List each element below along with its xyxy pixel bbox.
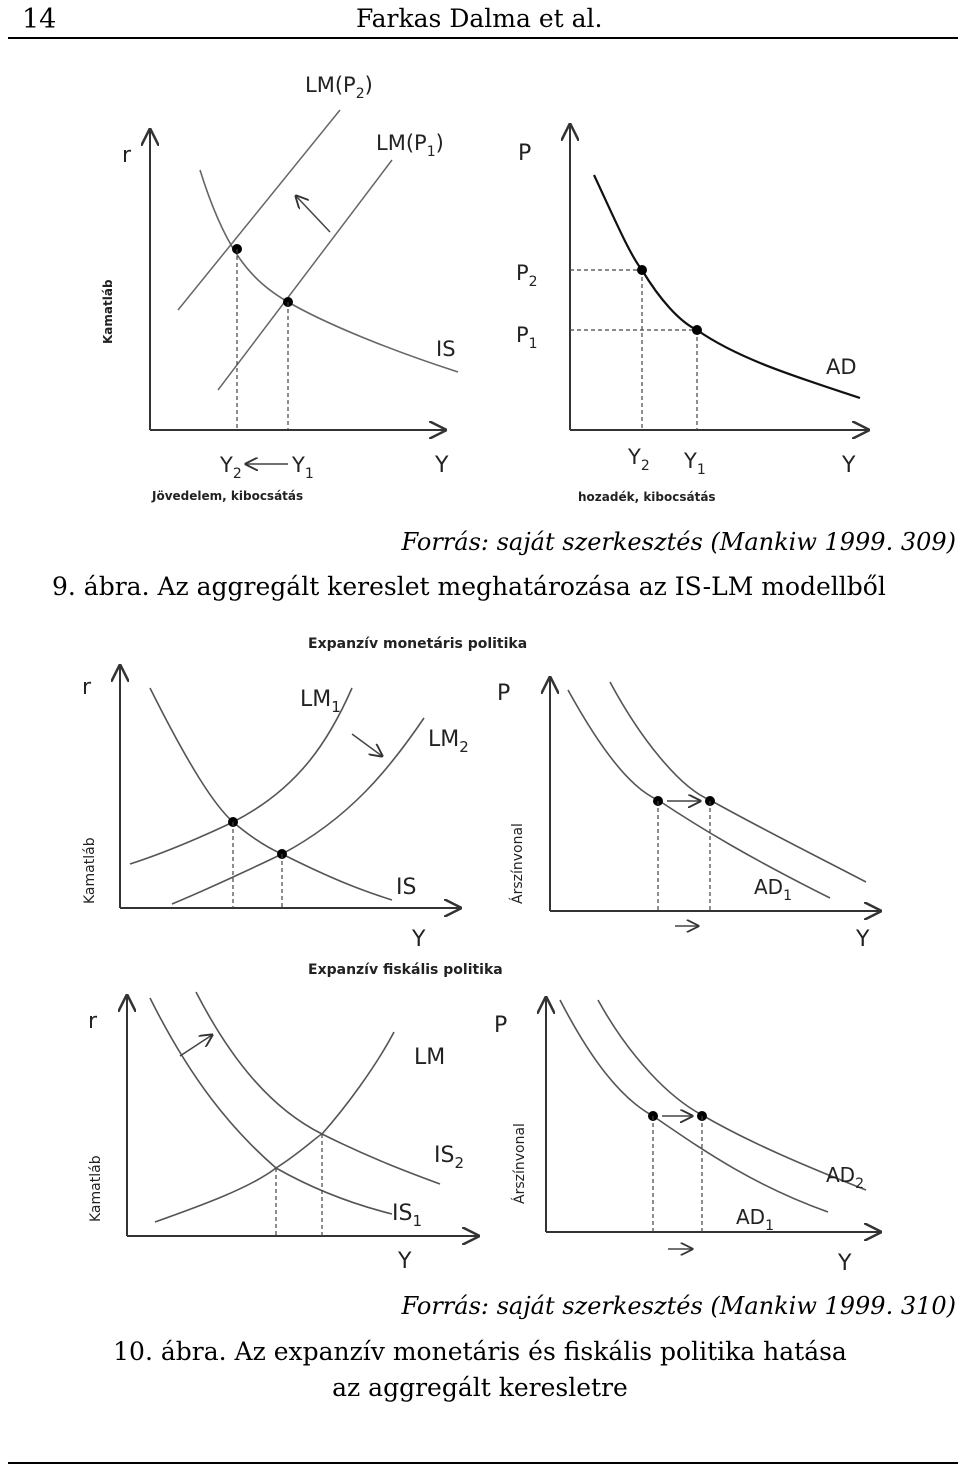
is2-curve	[196, 992, 440, 1184]
axis-y-label: Y	[842, 453, 856, 478]
is-label: IS	[436, 337, 456, 361]
ad1-label: $AD_1$	[736, 1205, 775, 1234]
p1-label: $P_1$	[516, 323, 538, 352]
footer-rule	[8, 1462, 958, 1464]
ad-panel	[516, 125, 868, 504]
shift-arrow	[352, 734, 382, 756]
lm-curve	[155, 1032, 394, 1222]
is2-label: $IS_2$	[434, 1143, 464, 1172]
lm-label: LM	[414, 1045, 446, 1070]
fiscal-policy-title: Expanzív fiskális politika	[308, 962, 503, 978]
shift-arrow	[296, 196, 330, 232]
y1-label: $Y_1$	[684, 449, 706, 478]
shift-arrow	[180, 1035, 212, 1056]
figure-9-source: Forrás: saját szerkesztés (Mankiw 1999. 309)	[401, 528, 956, 556]
header-rule	[8, 37, 958, 39]
lm1-label: $LM_1$	[300, 687, 341, 716]
axis-y-title: Kamatláb	[101, 279, 115, 344]
is-label: IS	[396, 875, 417, 900]
ad2-curve	[598, 1000, 866, 1190]
running-head-authors: Farkas Dalma et al.	[356, 4, 603, 33]
axis-y-title: Kamatláb	[82, 837, 98, 904]
ad-label: AD	[826, 355, 857, 379]
y2-label: $Y_2$	[628, 445, 650, 474]
axis-y-label: Y	[398, 1249, 412, 1274]
lm-p2-label: $LM(P_2)$	[305, 73, 373, 102]
axis-r-label: r	[82, 675, 92, 700]
ad1-label: $AD_1$	[754, 875, 793, 904]
ad2-label: $AD_2$	[826, 1163, 865, 1192]
figure-10	[0, 628, 960, 1288]
figure-10-caption-line1: 10. ábra. Az expanzív monetáris és fiskális politika hatása	[113, 1337, 847, 1366]
fiscal-islm-panel	[88, 992, 478, 1274]
monetary-policy-title: Expanzív monetáris politika	[308, 636, 528, 652]
ad1-curve	[560, 1000, 828, 1212]
fiscal-ad-panel	[494, 998, 880, 1276]
axis-x-title: Jövedelem, kibocsátás	[152, 489, 304, 503]
figure-9-caption: 9. ábra. Az aggregált kereslet meghatározása az IS-LM modellből	[52, 572, 886, 601]
monetary-islm-panel	[82, 666, 469, 952]
is1-label: $IS_1$	[392, 1201, 422, 1230]
is-curve	[150, 688, 392, 900]
lm-p1-label: $LM(P_1)$	[376, 131, 444, 160]
axis-y-label: Y	[412, 927, 426, 952]
axis-y-label: Y	[856, 927, 870, 952]
axis-y-label: Y	[435, 453, 449, 478]
axis-r-label: r	[122, 143, 132, 168]
page-header	[0, 0, 960, 40]
figure-9	[0, 60, 960, 520]
axis-r-label: r	[88, 1009, 98, 1034]
figure-10-caption-line2: az aggregált keresletre	[332, 1373, 628, 1402]
ad-curve	[594, 175, 860, 398]
ad2-curve	[610, 682, 866, 882]
axis-y-title: Árszínvonal	[510, 823, 526, 904]
axis-p-label: P	[494, 1013, 508, 1038]
figure-10-source: Forrás: saját szerkesztés (Mankiw 1999. 310)	[401, 1292, 956, 1320]
page-number: 14	[22, 4, 57, 35]
is-curve	[200, 170, 458, 372]
axis-p-label: P	[518, 141, 532, 166]
is1-curve	[150, 998, 392, 1214]
lm2-label: $LM_2$	[428, 727, 469, 756]
lm2-curve	[172, 718, 424, 904]
y2-label: $Y_2$	[220, 453, 242, 482]
ad-point-p2	[637, 265, 647, 275]
axis-y-title: Árszínvonal	[512, 1123, 528, 1204]
axis-y-label: Y	[838, 1251, 852, 1276]
monetary-ad-panel	[497, 678, 880, 952]
axis-p-label: P	[497, 681, 511, 706]
islm-panel	[101, 73, 458, 503]
lm-p1-line	[218, 160, 392, 390]
axis-y-title: Kamatláb	[88, 1155, 104, 1222]
axis-x-title: hozadék, kibocsátás	[578, 490, 716, 504]
p2-label: $P_2$	[516, 261, 538, 290]
ad-point-p1	[692, 325, 702, 335]
y1-label: $Y_1$	[292, 453, 314, 482]
